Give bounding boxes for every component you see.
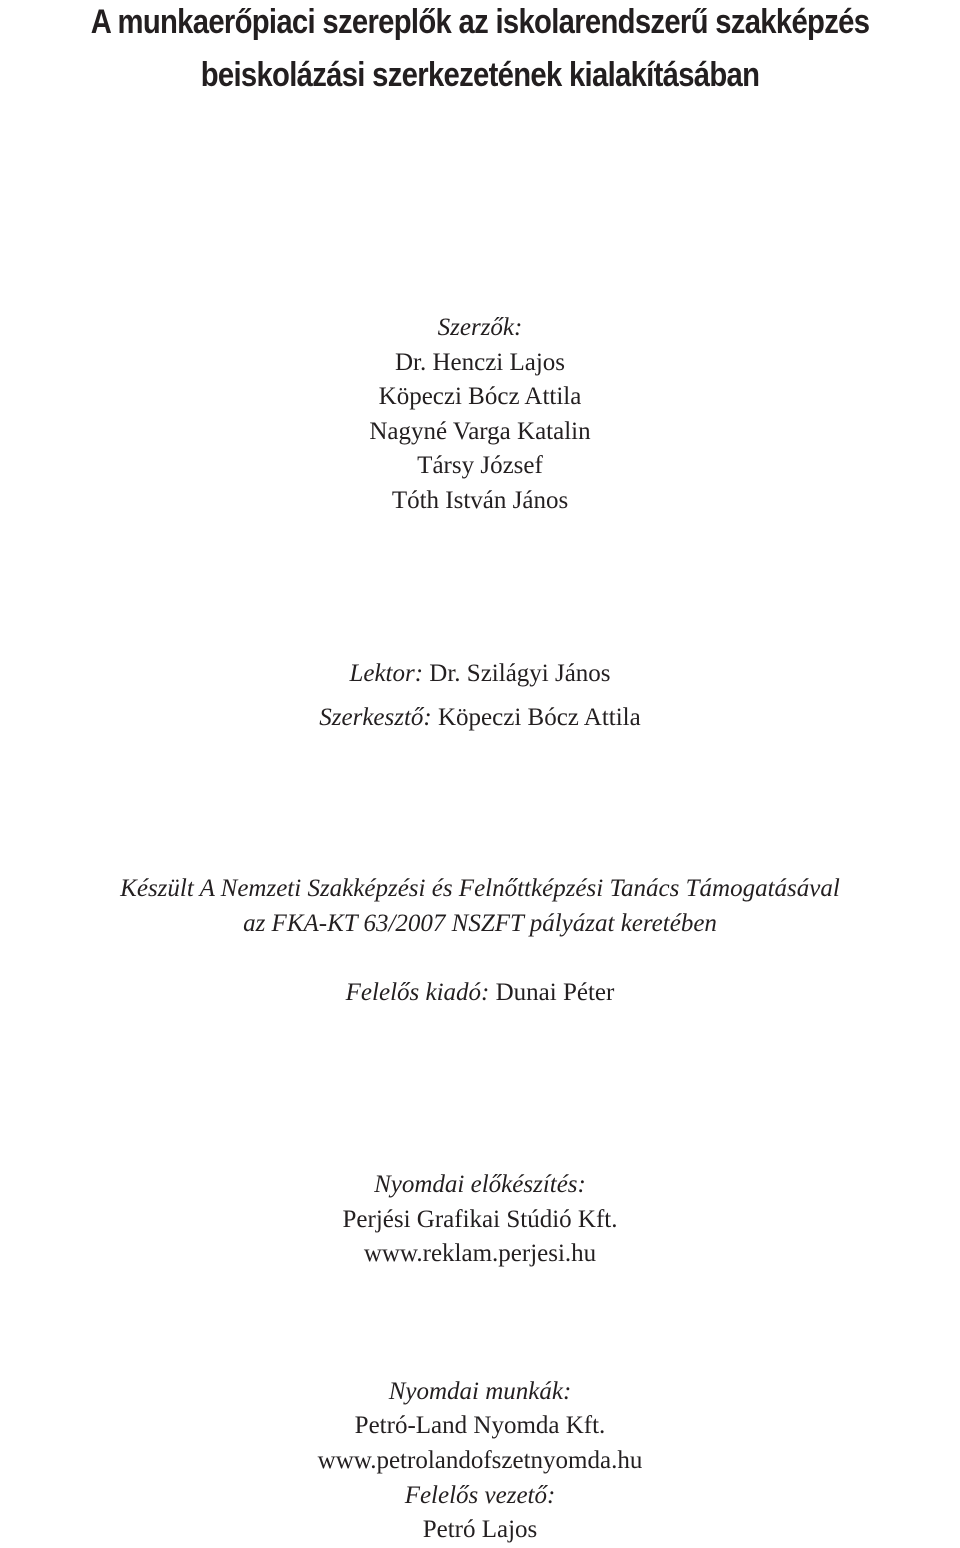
lector-label: Lektor:: [349, 660, 424, 687]
author-name: Tóth István János: [391, 487, 569, 514]
page-title-line-1: A munkaerőpiaci szereplők az iskolarendszerű szakképzés: [90, 3, 870, 41]
lector-line: [0, 659, 960, 689]
printing-website: www.petrolandofszetnyomda.hu: [317, 1447, 643, 1474]
editor-line: [0, 703, 960, 733]
author-name: Köpeczi Bócz Attila: [378, 383, 582, 410]
page-title-line-2: beiskolázási szerkezetének kialakításában: [200, 56, 760, 94]
prepress-company: Perjési Grafikai Stúdió Kft.: [342, 1206, 618, 1233]
support-statement-line-2: az FKA-KT 63/2007 NSZFT pályázat keretében: [243, 910, 717, 937]
authors-label: Szerzők:: [437, 314, 523, 341]
publisher-line: [0, 978, 960, 1008]
editor-name: Köpeczi Bócz Attila: [438, 704, 641, 731]
lector-name: Dr. Szilágyi János: [429, 660, 611, 687]
publisher-name: Dunai Péter: [495, 979, 615, 1006]
printing-manager-name: Petró Lajos: [422, 1516, 538, 1543]
printing-company: Petró-Land Nyomda Kft.: [354, 1412, 606, 1439]
printing-manager-label: Felelős vezető:: [404, 1482, 556, 1509]
author-name: Dr. Henczi Lajos: [394, 349, 566, 376]
editor-label: Szerkesztő:: [319, 704, 432, 731]
author-name: Nagyné Varga Katalin: [369, 418, 591, 445]
publisher-label: Felelős kiadó:: [345, 979, 490, 1006]
prepress-website: www.reklam.perjesi.hu: [363, 1240, 597, 1267]
prepress-label: Nyomdai előkészítés:: [374, 1171, 586, 1198]
support-statement-line-1: Készült A Nemzeti Szakképzési és Felnőttképzési Tanács Támogatásával: [120, 875, 840, 902]
author-name: Társy József: [417, 452, 543, 479]
printing-label: Nyomdai munkák:: [388, 1378, 572, 1405]
